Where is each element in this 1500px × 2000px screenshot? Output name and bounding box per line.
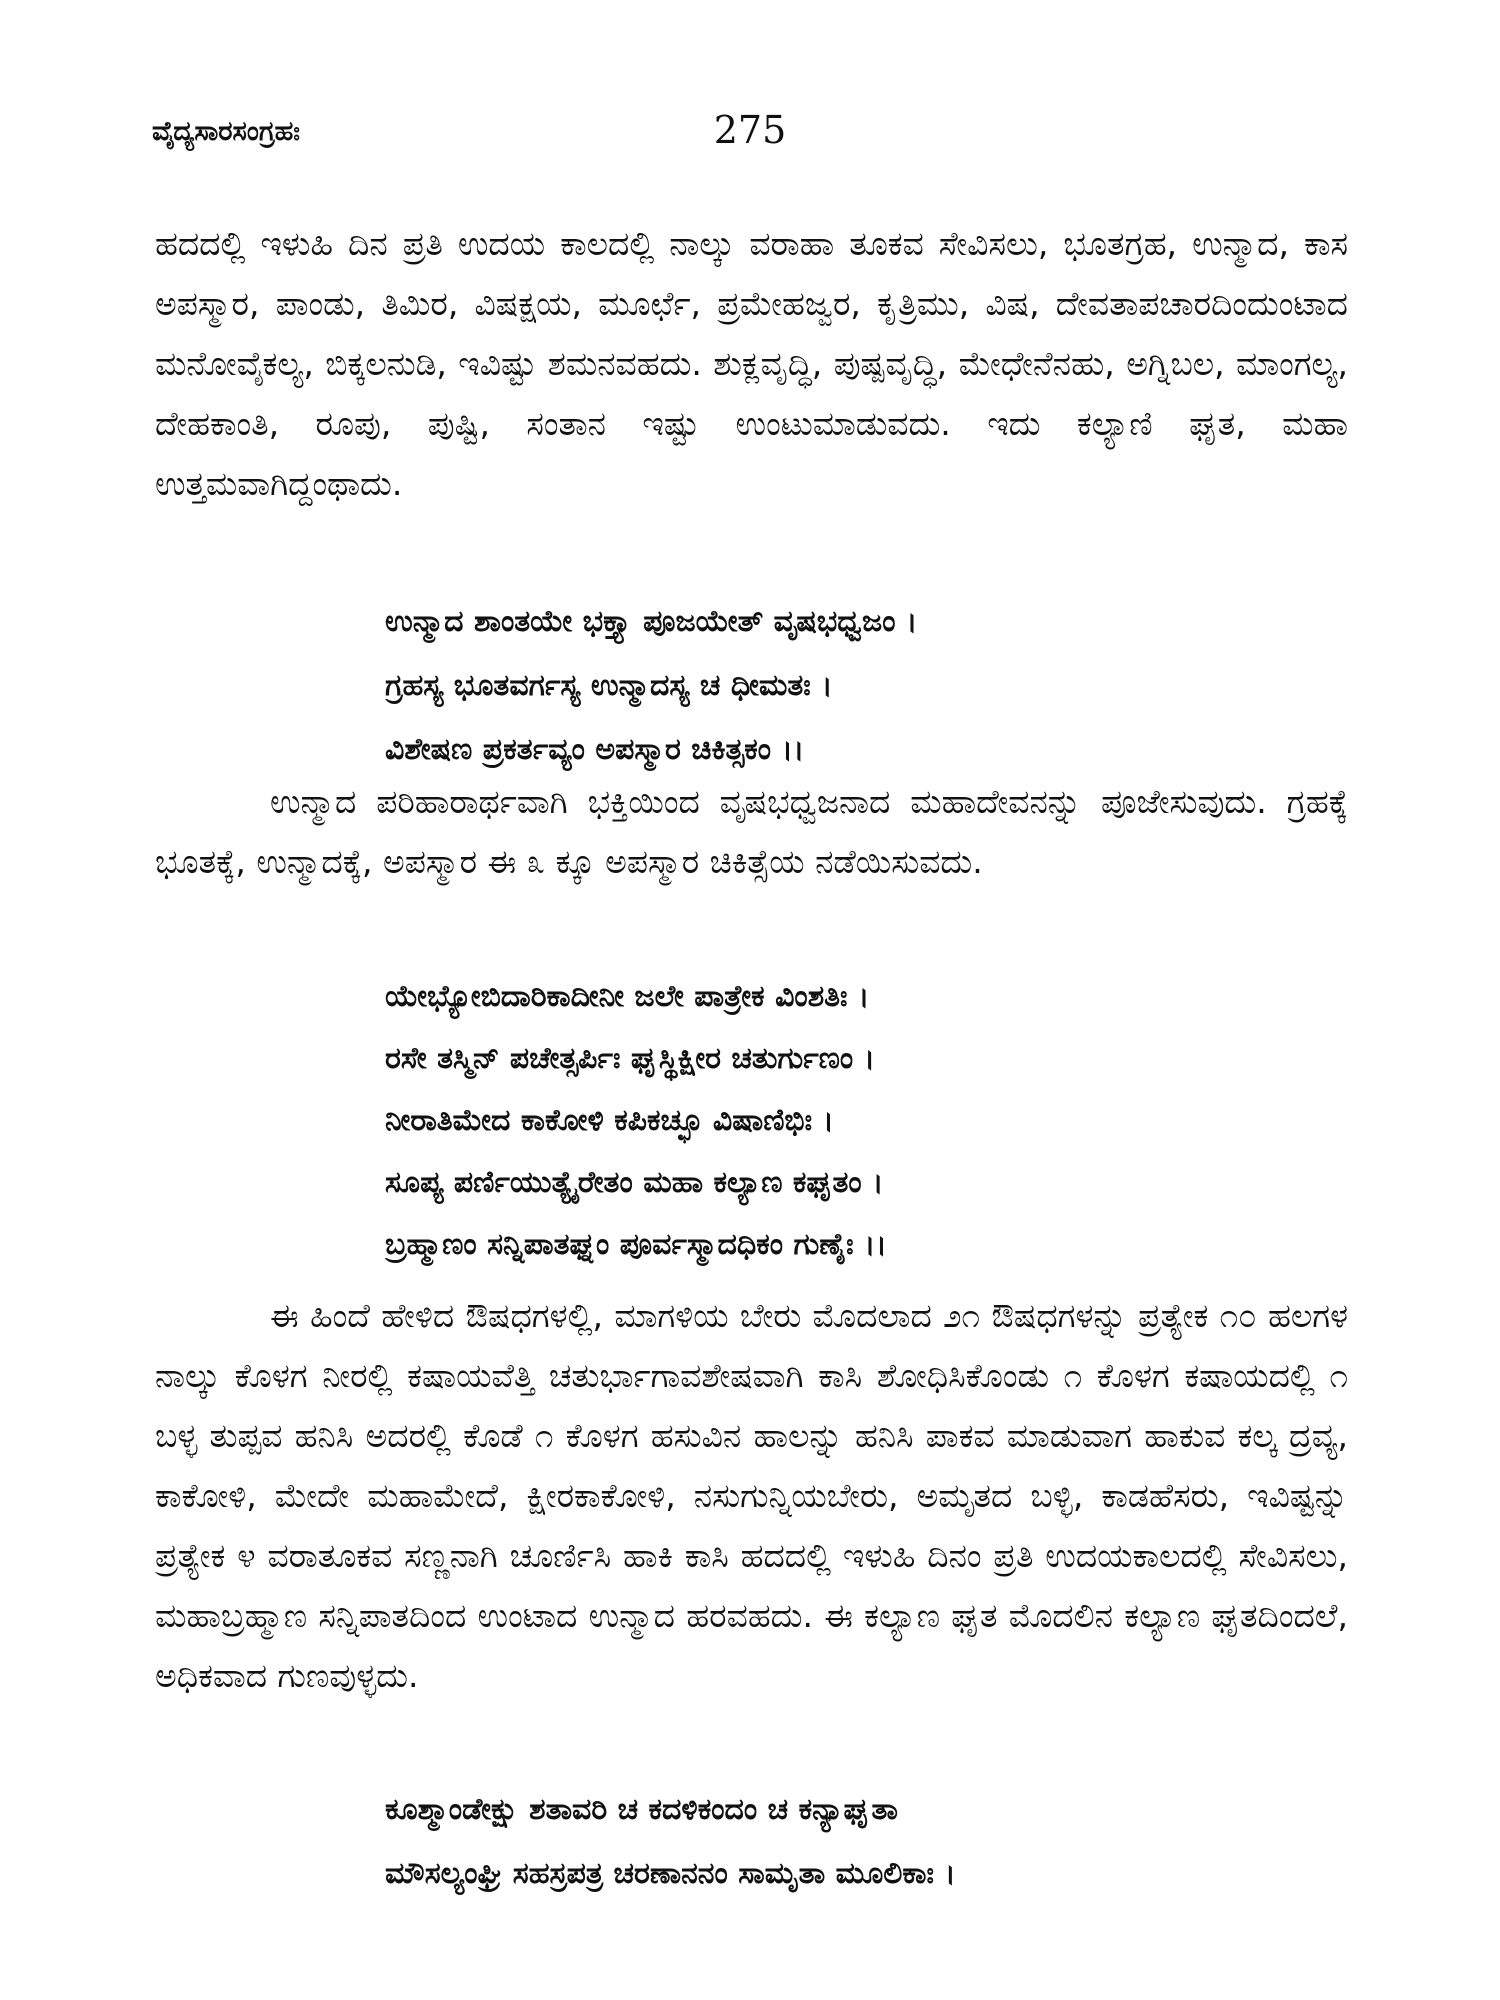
running-title: ವೈದ್ಯಸಾರಸಂಗ್ರಹಃ xyxy=(152,116,301,147)
page-number: 275 xyxy=(713,108,787,152)
verse-line: ಗ್ರಹಸ್ಯ ಭೂತವರ್ಗಸ್ಯ ಉನ್ಮಾದಸ್ಯ ಚ ಧೀಮತಃ । xyxy=(385,668,833,703)
verse-line: ವಿಶೇಷಣ ಪ್ರಕರ್ತವ್ಯಂ ಅಪಸ್ಮಾರ ಚಿಕಿತ್ಸಕಂ ।। xyxy=(385,732,805,767)
verse-block-2 xyxy=(385,966,887,1276)
verse-line: ಸೂಪ್ಯ ಪರ್ಣಿಯುತ್ಯೈರೇತಂ ಮಹಾ ಕಲ್ಯಾಣ ಕಘೃತಂ । xyxy=(385,1165,884,1200)
paragraph-1: ಹದದಲ್ಲಿ ಇಳುಹಿ ದಿನ ಪ್ರತಿ ಉದಯ ಕಾಲದಲ್ಲಿ ನಾಲ್ಕು ವರಾಹಾ ತೂಕವ ಸೇವಿಸಲು, ಭೂತಗ್ರಹ, ಉನ್ಮಾದ, ಕಾಸ ಅಪಸ್ಮಾರ, ಪಾಂಡು, ತಿಮಿರ, ವಿಷಕ್ಷಯ, ಮೂರ್ಛೆ, ಪ್ರಮೇಹಜ್ವರ, ಕೃತ್ರಿಮು, ವಿಷ, ದೇವತಾಪಚಾರದಿಂದುಂಟಾದ ಮನೋವೈಕಲ್ಯ, ಬಿಕ್ಕಲನುಡಿ, ಇವಿಷ್ಟು ಶಮನವಹದು. ಶುಕ್ಲವೃದ್ಧಿ, ಪುಷ್ಪವೃದ್ಧಿ, ಮೇಧೇನೆನಹು, ಅಗ್ನಿಬಲ, ಮಾಂಗಲ್ಯ, ದೇಹಕಾಂತಿ, ರೂಪು, ಪುಷ್ಟಿ, ಸಂತಾನ ಇಷ್ಟು ಉಂಟುಮಾಡುವದು. ಇದು ಕಲ್ಯಾಣಿ ಘೃತ, ಮಹಾ ಉತ್ತಮವಾಗಿದ್ದಂಥಾದು. xyxy=(155,224,1348,503)
verse-line: ಬ್ರಹ್ಮಾಣಂ ಸನ್ನಿಪಾತಘ್ನಂ ಪೂರ್ವಸ್ಮಾದಧಿಕಂ ಗುಣೈಃ ।। xyxy=(385,1227,887,1262)
paragraph-3: ಈ ಹಿಂದೆ ಹೇಳಿದ ಔಷಧಗಳಲ್ಲಿ, ಮಾಗಳಿಯ ಬೇರು ಮೊದಲಾದ ೨೧ ಔಷಧಗಳನ್ನು ಪ್ರತ್ಯೇಕ ೧೦ ಹಲಗಳ ನಾಲ್ಕು ಕೊಳಗ ನೀರಲ್ಲಿ ಕಷಾಯವೆತ್ತಿ ಚತುರ್ಭಾಗಾವಶೇಷವಾಗಿ ಕಾಸಿ ಶೋಧಿಸಿಕೊಂಡು ೧ ಕೊಳಗ ಕಷಾಯದಲ್ಲಿ ೧ ಬಳ್ಳ ತುಪ್ಪವ ಹನಿಸಿ ಅದರಲ್ಲಿ ಕೊಡೆ ೧ ಕೊಳಗ ಹಸುವಿನ ಹಾಲನ್ನು ಹನಿಸಿ ಪಾಕವ ಮಾಡುವಾಗ ಹಾಕುವ ಕಲ್ಕ ದ್ರವ್ಯ, ಕಾಕೋಳಿ, ಮೇದೇ ಮಹಾಮೇದೆ, ಕ್ಷೀರಕಾಕೋಳಿ, ನಸುಗುನ್ನಿಯಬೇರು, ಅಮೃತದ ಬಳ್ಳಿ, ಕಾಡಹೆಸರು, ಇವಿಷ್ಟನ್ನು ಪ್ರತ್ಯೇಕ ೪ ವರಾತೂಕವ ಸಣ್ಣನಾಗಿ ಚೂರ್ಣಿಸಿ ಹಾಕಿ ಕಾಸಿ ಹದದಲ್ಲಿ ಇಳುಹಿ ದಿನಂ ಪ್ರತಿ ಉದಯಕಾಲದಲ್ಲಿ ಸೇವಿಸಲು, ಮಹಾಬ್ರಹ್ಮಾಣ ಸನ್ನಿಪಾತದಿಂದ ಉಂಟಾದ ಉನ್ಮಾದ ಹರವಹದು. ಈ ಕಲ್ಯಾಣ ಘೃತ ಮೊದಲಿನ ಕಲ್ಯಾಣ ಘೃತದಿಂದಲೆ, ಅಧಿಕವಾದ ಗುಣವುಳ್ಳದು. xyxy=(155,1296,1348,1695)
verse-line: ಯೇಭ್ಯೋಬಿದಾರಿಕಾದೀನೀ ಜಲೇ ಪಾತ್ರೇಕ ವಿಂಶತಿಃ । xyxy=(385,979,870,1014)
verse-line: ಕೂಶ್ಮಾಂಡೇಕ್ಷು ಶತಾವರಿ ಚ ಕದಳಿಕಂದಂ ಚ ಕನ್ಯಾಘೃತಾ xyxy=(385,1792,898,1827)
paragraph-2: ಉನ್ಮಾದ ಪರಿಹಾರಾರ್ಥವಾಗಿ ಭಕ್ತಿಯಿಂದ ವೃಷಭಧ್ವಜನಾದ ಮಹಾದೇವನನ್ನು ಪೂಜೇಸುವುದು. ಗ್ರಹಕ್ಕೆ ಭೂತಕ್ಕೆ, ಉನ್ಮಾದಕ್ಕೆ, ಅಪಸ್ಮಾರ ಈ ೩ ಕ್ಕೂ ಅಪಸ್ಮಾರ ಚಿಕಿತ್ಸೆಯ ನಡೆಯಿಸುವದು. xyxy=(155,782,1348,881)
verse-line: ಮೌಸಲ್ಯಂಘ್ರಿ ಸಹಸ್ರಪತ್ರ ಚರಣಾನನಂ ಸಾಮೃತಾ ಮೂಲಿಕಾಃ । xyxy=(385,1856,956,1891)
verse-block-1 xyxy=(385,590,917,782)
verse-line: ಉನ್ಮಾದ ಶಾಂತಯೇ ಭಕ್ತ್ಯಾ ಪೂಜಯೇತ್ ವೃಷಭಧ್ವಜಂ । xyxy=(385,604,918,639)
verse-block-3 xyxy=(385,1778,956,1906)
verse-line: ರಸೇ ತಸ್ಮಿನ್ ಪಚೇತ್ಸರ್ಪಿಃ ಘೃಸ್ಥಿಕ್ಷೀರ ಚತುರ್ಗುಣಂ । xyxy=(385,1041,876,1076)
verse-line: ನೀರಾತಿಮೇದ ಕಾಕೋಳಿ ಕಪಿಕಚ್ಛೂ ವಿಷಾಣಿಭಿಃ । xyxy=(385,1103,834,1138)
